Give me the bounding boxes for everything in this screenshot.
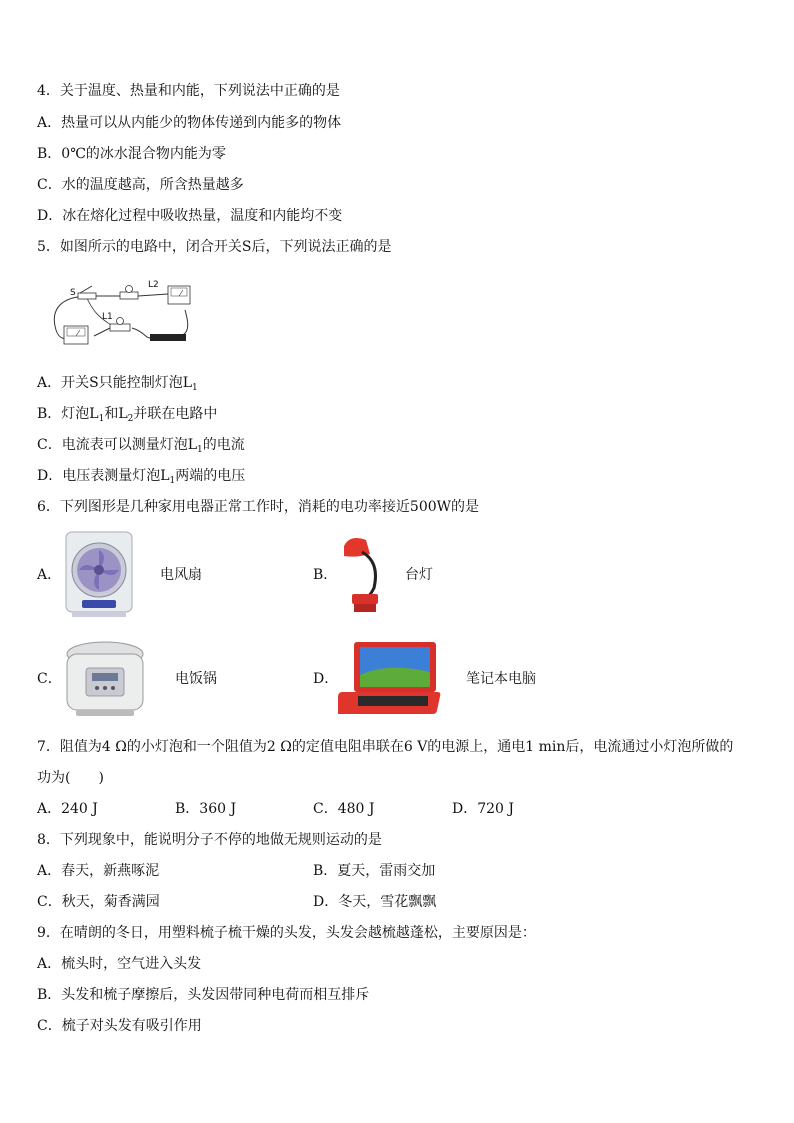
q6-option-d-letter: D． <box>313 671 339 687</box>
laptop-image <box>338 640 444 720</box>
q5-option-c: C．电流表可以测量灯泡$L_1$的电流 <box>37 437 245 455</box>
q6-option-a-name: 电风扇 <box>160 567 202 583</box>
q8-option-b: B．夏天，雷雨交加 <box>313 863 436 879</box>
q5-stem: 5．如图所示的电路中，闭合开关S后，下列说法正确的是 <box>37 239 392 255</box>
q6-option-c-name: 电饭锅 <box>175 671 217 687</box>
lamp1-label: L1 <box>102 312 113 322</box>
q8-option-c: C．秋天，菊香满园 <box>37 894 160 910</box>
q9-option-b: B．头发和梳子摩擦后，头发因带同种电荷而相互排斥 <box>37 987 370 1003</box>
lamp2-label: L2 <box>148 280 159 290</box>
q7-option-c: C．480 J <box>313 801 375 817</box>
q7-stem-line1: 7．阻值为4 Ω的小灯泡和一个阻值为2 Ω的定值电阻串联在6 V的电源上，通电1 min后，电流通过小灯泡所做的 <box>37 739 734 755</box>
switch-label: S <box>70 288 76 298</box>
q4-stem: 4．关于温度、热量和内能，下列说法中正确的是 <box>37 83 340 99</box>
q5-option-b: B．灯泡$L_1$和$L_2$并联在电路中 <box>37 406 218 424</box>
q7-stem-line2: 功为( ) <box>37 770 104 786</box>
q4-option-b: B．0℃的冰水混合物内能为零 <box>37 146 226 162</box>
q4-option-d: D．冰在熔化过程中吸收热量，温度和内能均不变 <box>37 208 343 224</box>
q8-option-d: D．冬天，雪花飘飘 <box>313 894 437 910</box>
q9-option-a: A．梳头时，空气进入头发 <box>37 956 202 972</box>
q5-option-d: D．电压表测量灯泡$L_1$两端的电压 <box>37 468 246 486</box>
electric-fan-image <box>62 530 136 618</box>
q5-option-a: A．开关S只能控制灯泡$L_1$ <box>37 375 198 393</box>
desk-lamp-image <box>336 532 390 616</box>
q8-option-a: A．春天，新燕啄泥 <box>37 863 160 879</box>
q9-option-c: C．梳子对头发有吸引作用 <box>37 1018 202 1034</box>
rice-cooker-image <box>62 638 148 720</box>
circuit-diagram <box>50 272 200 350</box>
q9-stem: 9．在晴朗的冬日，用塑料梳子梳干燥的头发，头发会越梳越蓬松，主要原因是： <box>37 925 536 941</box>
q7-option-a: A．240 J <box>37 801 98 817</box>
q4-option-a: A．热量可以从内能少的物体传递到内能多的物体 <box>37 115 342 131</box>
q7-option-b: B．360 J <box>175 801 237 817</box>
q7-option-d: D．720 J <box>452 801 515 817</box>
q6-option-d-name: 笔记本电脑 <box>466 671 536 687</box>
q6-option-b-letter: B． <box>313 567 338 583</box>
q6-stem: 6．下列图形是几种家用电器正常工作时，消耗的电功率接近500W的是 <box>37 499 480 515</box>
q4-option-c: C．水的温度越高，所含热量越多 <box>37 177 244 193</box>
q6-option-a-letter: A． <box>37 567 62 583</box>
q6-option-c-letter: C． <box>37 671 62 687</box>
q6-option-b-name: 台灯 <box>405 567 433 583</box>
q8-stem: 8．下列现象中，能说明分子不停的地做无规则运动的是 <box>37 832 382 848</box>
